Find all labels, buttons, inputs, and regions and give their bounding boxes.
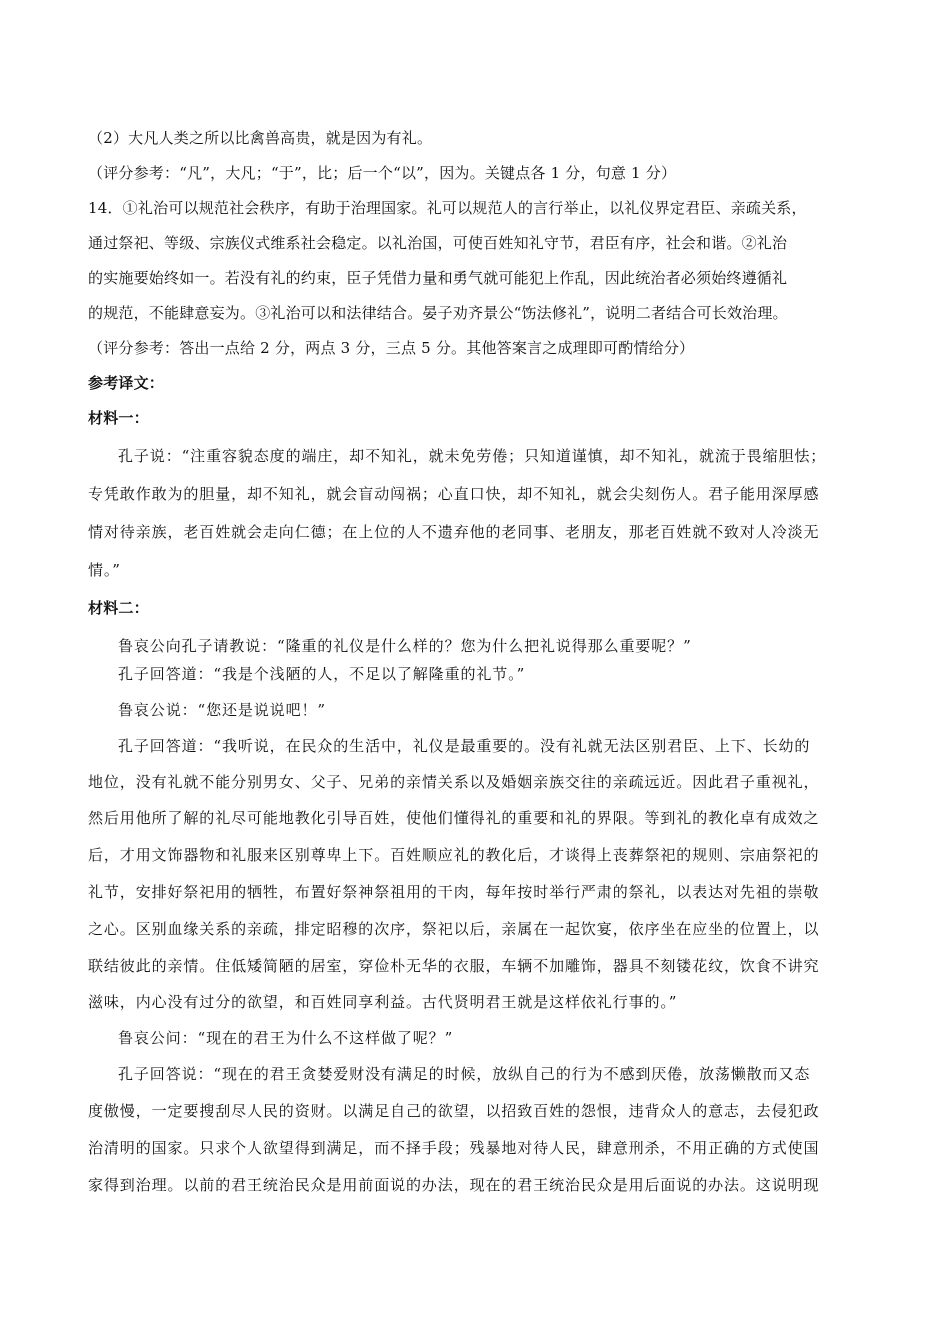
q14-line-1: 14．①礼治可以规范社会秩序，有助于治理国家。礼可以规范人的言行举止，以礼仪界定君臣、亲疏关系， xyxy=(88,199,807,217)
material-1-heading: 材料一： xyxy=(88,409,149,427)
material-1-line-3: 情对待亲族，老百姓就会走向仁德；在上位的人不遗弃他的老同事、老朋友，那老百姓就不致对人冷淡无 xyxy=(88,523,820,541)
material-2-line-10: 联结彼此的亲情。住低矮简陋的居室，穿俭朴无华的衣服，车辆不加雕饰，器具不刻镂花纹，饮食不讲究 xyxy=(88,957,820,975)
material-1-line-4: 情。” xyxy=(88,561,121,579)
material-2-heading: 材料二： xyxy=(88,599,149,617)
material-1-line-2: 专凭敢作敢为的胆量，却不知礼，就会盲动闯祸；心直口快，却不知礼，就会尖刻伤人。君子能用深厚感 xyxy=(88,485,820,503)
material-2-line-9: 之心。区别血缘关系的亲疏，排定昭穆的次序，祭祀以后，亲属在一起饮宴，依序坐在应坐的位置上，以 xyxy=(88,920,820,938)
material-2-line-13: 孔子回答说：“现在的君王贪婪爱财没有满足的时候，放纵自己的行为不感到厌倦，放荡懒散而又态 xyxy=(118,1065,811,1083)
material-2-line-12: 鲁哀公问：“现在的君王为什么不这样做了呢？” xyxy=(118,1029,454,1047)
q14-line-3: 的实施要始终如一。若没有礼的约束，臣子凭借力量和勇气就可能犯上作乱，因此统治者必须始终遵循礼 xyxy=(88,269,788,287)
material-2-line-2: 孔子回答道：“我是个浅陋的人，不足以了解隆重的礼节。” xyxy=(118,665,526,683)
answer-2-scoring-note: （评分参考：“凡”，大凡；“于”，比；后一个“以”，因为。关键点各 1 分，句意 1 分） xyxy=(88,164,677,182)
material-2-line-7: 后，才用文饰器物和礼服来区别尊卑上下。百姓顺应礼的教化后，才谈得上丧葬祭祀的规则、宗庙祭祀的 xyxy=(88,846,820,864)
material-2-line-6: 然后用他所了解的礼尽可能地教化引导百姓，使他们懂得礼的重要和礼的界限。等到礼的教化卓有成效之 xyxy=(88,809,820,827)
material-2-line-1: 鲁哀公向孔子请教说：“隆重的礼仪是什么样的？您为什么把礼说得那么重要呢？” xyxy=(118,637,692,655)
material-2-line-15: 治清明的国家。只求个人欲望得到满足，而不择手段；残暴地对待人民，肆意刑杀，不用正确的方式使国 xyxy=(88,1139,820,1157)
reference-translation-heading: 参考译文： xyxy=(88,374,165,392)
q14-scoring-note: （评分参考：答出一点给 2 分，两点 3 分，三点 5 分。其他答案言之成理即可酌情给分） xyxy=(88,339,695,357)
q14-line-2: 通过祭祀、等级、宗族仪式维系社会稳定。以礼治国，可使百姓知礼守节，君臣有序，社会和谐。②礼治 xyxy=(88,234,788,252)
answer-2-translation: （2）大凡人类之所以比禽兽高贵，就是因为有礼。 xyxy=(88,129,433,147)
material-2-line-8: 礼节，安排好祭祀用的牺牲，布置好祭神祭祖用的干肉，每年按时举行严肃的祭礼，以表达对先祖的崇敬 xyxy=(88,883,820,901)
material-2-line-16: 家得到治理。以前的君王统治民众是用前面说的办法，现在的君王统治民众是用后面说的办法。这说明现 xyxy=(88,1176,820,1194)
material-2-line-5: 地位，没有礼就不能分别男女、父子、兄弟的亲情关系以及婚姻亲族交往的亲疏远近。因此君子重视礼， xyxy=(88,773,820,791)
material-2-line-14: 度傲慢，一定要搜刮尽人民的资财。以满足自己的欲望，以招致百姓的怨恨，违背众人的意志，去侵犯政 xyxy=(88,1102,820,1120)
material-2-line-4: 孔子回答道：“我听说，在民众的生活中，礼仪是最重要的。没有礼就无法区别君臣、上下、长幼的 xyxy=(118,737,811,755)
material-2-line-11: 滋味，内心没有过分的欲望，和百姓同享利益。古代贤明君王就是这样依礼行事的。” xyxy=(88,993,678,1011)
q14-line-4: 的规范，不能肆意妄为。③礼治可以和法律结合。晏子劝齐景公“饬法修礼”，说明二者结合可长效治理。 xyxy=(88,304,788,322)
material-1-line-1: 孔子说：“注重容貌态度的端庄，却不知礼，就未免劳倦；只知道谨慎，却不知礼，就流于畏缩胆怯； xyxy=(118,447,827,465)
material-2-line-3: 鲁哀公说：“您还是说说吧！” xyxy=(118,701,326,719)
